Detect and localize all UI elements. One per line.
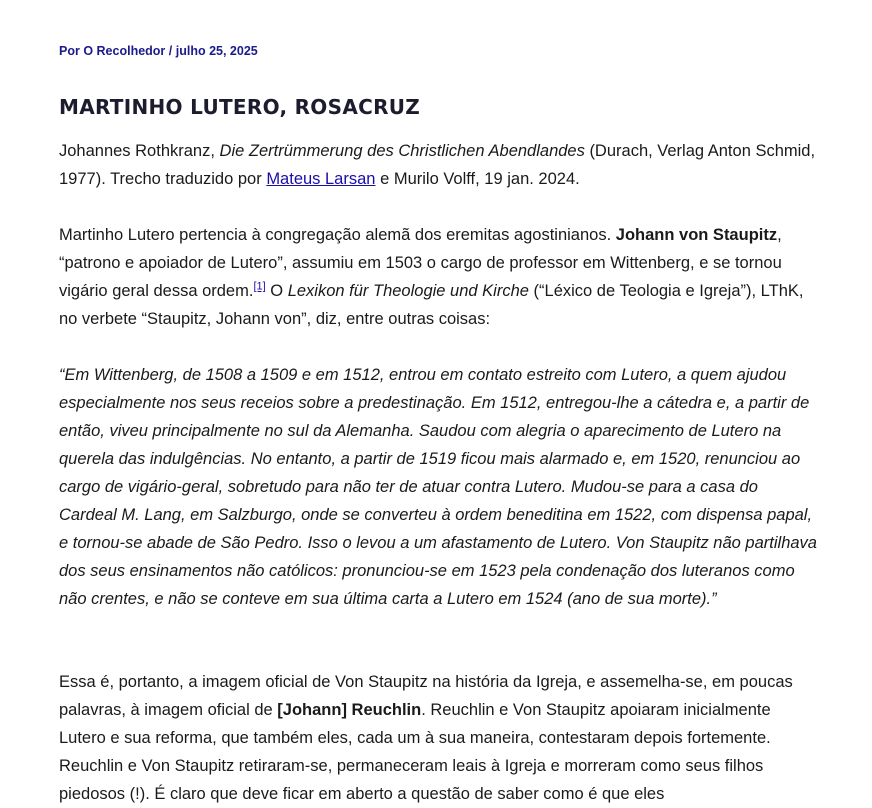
- byline-author-link[interactable]: O Recolhedor: [83, 44, 166, 58]
- intro-author: Johannes Rothkranz,: [59, 142, 215, 160]
- quote-text: “Em Wittenberg, de 1508 a 1509 e em 1512, entrou em contato estreito com Lutero, a quem ajudou especialmente nos seus receios sobre a predestinação. Em 1512, entregou-lhe a cátedra e, a partir de então, viveu principalmente no sul da Alemanha. Saudou com alegria o aparecimento de Lutero na querela das indulgências. No entanto, a partir de 1519 ficou mais alarmado e, em 1520, renunciou ao cargo de vigário-geral, sobretudo para não ter de atuar contra Lutero. Mudou-se para a casa do Cardeal M. Lang, em Salzburgo, onde se converteu à ordem beneditina em 1522, com dispensa papal, e tornou-se abade de São Pedro. Isso o levou a um afastamento de Lutero. Von Staupitz não partilhava dos seus ensinamentos não católicos: pronunciou-se em 1523 pela condenação dos luteranos como não crentes, e não se conteve em sua última carta a Lutero em 1524 (ano de sua morte).”: [59, 366, 817, 608]
- para2-bold-name: Johann von Staupitz: [615, 226, 778, 244]
- para4-text-1: Essa é, portanto, a imagem oficial de Von Staupitz na história da Igreja, e assemelha-se, em poucas palavras, à imagem oficial de: [59, 673, 793, 719]
- para4-text-2: . Reuchlin e Von Staupitz apoiaram inicialmente Lutero e sua reforma, que também eles, cada um à sua maneira, contestaram depois fortemente. Reuchlin e Von Staupitz retiraram-se, permaneceram leais à Igreja e morreram como seus filhos piedosos (!). É claro que deve ficar em aberto a questão de saber como é que eles: [59, 701, 771, 803]
- paragraph-staupitz: [59, 221, 819, 333]
- blockquote: [59, 361, 819, 613]
- article-title: MARTINHO LUTERO, ROSACRUZ: [59, 95, 421, 119]
- para2-italic-lexikon: Lexikon für Theologie und Kirche: [287, 282, 529, 300]
- byline-prefix: Por: [59, 44, 80, 58]
- intro-book-title: Die Zertrümmerung des Christlichen Abendlandes: [219, 142, 585, 160]
- para4-bold-reuchlin: [Johann] Reuchlin: [277, 701, 422, 719]
- intro-paragraph: [59, 137, 819, 193]
- byline-separator: /: [168, 44, 173, 58]
- para2-text-2: , “patrono e apoiador de Lutero”, assumiu em 1503 o cargo de professor em Wittenberg, e se tornou vigário geral dessa ordem.: [59, 226, 782, 300]
- byline: [59, 44, 258, 58]
- intro-rest: e Murilo Volff, 19 jan. 2024.: [380, 170, 580, 188]
- para2-text-3: O: [270, 282, 284, 300]
- byline-date-link[interactable]: julho 25, 2025: [175, 44, 258, 58]
- translator-link[interactable]: Mateus Larsan: [266, 170, 376, 188]
- paragraph-reuchlin: [59, 668, 819, 808]
- intro-publisher: (Durach, Verlag Anton Schmid, 1977). Trecho traduzido por: [59, 142, 816, 188]
- footnote-link[interactable]: [1]: [253, 280, 266, 293]
- para2-text-1: Martinho Lutero pertencia à congregação alemã dos eremitas agostinianos.: [59, 226, 612, 244]
- para2-text-4: (“Léxico de Teologia e Igreja”), LThK, no verbete “Staupitz, Johann von”, diz, entre outras coisas:: [59, 282, 804, 328]
